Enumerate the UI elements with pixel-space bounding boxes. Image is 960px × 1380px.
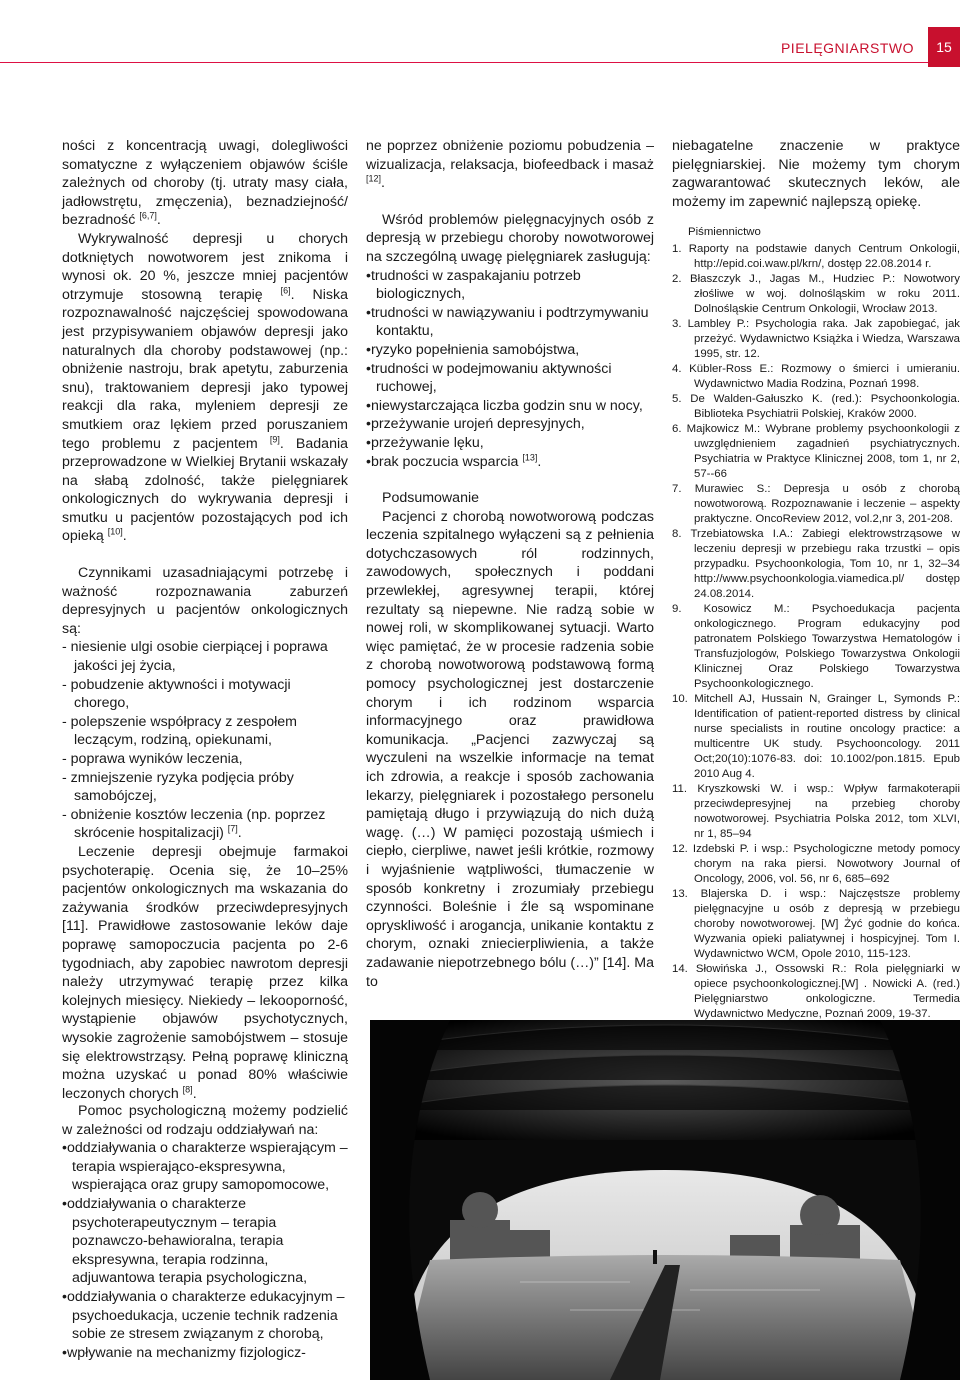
list-item: - pobudzenie aktywności i motywacji chorego,: [62, 676, 291, 712]
paragraph: niebagatelne znaczenie w praktyce pielęgniarskiej. Nie możemy tym chorym zagwarantować skutecznych leków, ale możemy im zapewnić najlepszą opiekę.: [672, 138, 960, 210]
list-item: • oddziaływania o charakterze edukacyjnym – psychoedukacja, uczenie technik radzenia sobie ze stresem związanym z chorobą,: [62, 1288, 348, 1344]
list-item: • oddziaływania o charakterze psychoterapeutycznym – terapia poznawczo-behawioralna, terapia ekspresywna, terapia rodzinna, adjuwantowa terapia psychologiczna,: [62, 1195, 348, 1288]
reference-item: 5. De Walden-Gałuszko K. (red.): Psychoonkologia. Biblioteka Psychiatrii Polskiej, Kraków 2000.: [672, 393, 960, 421]
reference-item: 3. Lambley P.: Psychologia raka. Jak zapobiegać, jak przeżyć. Wydawnictwo Książka i Wiedza, Warszawa 1995, str. 12.: [672, 318, 960, 361]
list-item: • wpływanie na mechanizmy fizjologicz-: [62, 1344, 348, 1363]
paragraph: Pomoc psychologiczną możemy podzielić w zależności od rodzaju oddziaływań na:: [62, 1103, 348, 1138]
list-item: • przeżywanie urojeń depresyjnych,: [366, 415, 654, 434]
list-item: • oddziaływania o charakterze wspierającym – terapia wspierająco-ekspresywna, wspierająca oraz grupy samopomocowe,: [62, 1139, 348, 1195]
list-item: • trudności w podejmowaniu aktywności ruchowej,: [366, 360, 654, 397]
help-types-list: [62, 1139, 348, 1362]
reference-item: 11. Kryszkowski W. i wsp.: Wpływ farmakoterapii przeciwdepresyjnej na przebieg choroby nowotworowej. Psychiatria Polska 2012, tom XLVI, nr 1, 85–94: [672, 783, 960, 841]
reference-item: 8. Trzebiatowska I.A.: Zabiegi elektrowstrząsowe w leczeniu depresji w przebiegu raka trzustki – opis przypadku. Psychoonkologia, Tom 10, nr 1, 32–34 http://www.psychoonkologia.viamedica.pl/ dostęp 24.08.2014.: [672, 528, 960, 601]
list-item: • niewystarczająca liczba godzin snu w nocy,: [366, 397, 654, 416]
paragraph: Czynnikami uzasadniającymi potrzebę i ważność rozpoznawania zaburzeń depresyjnych u pacjentów onkologicznych są:: [62, 565, 348, 637]
reference-item: 9. Kosowicz M.: Psychoedukacja pacjenta onkologicznego. Program edukacyjny pod patronatem Polskiego Towarzystwa Hematologów i Transfuzjologów, Polskiego Towarzystwa Onkologii Klinicznej Oraz Polskiego Towarzystwa Psychoonkologicznego.: [672, 603, 960, 691]
reference-item: 4. Kübler-Ross E.: Rozmowy o śmierci i umieraniu. Wydawnictwo Madia Rodzina, Poznań 1998.: [672, 363, 960, 391]
bridge-photo: [370, 1020, 960, 1380]
paragraph: Leczenie depresji obejmuje farmakoi psychoterapię. Ocenia się, że 10–25% pacjentów onkologicznych ma wskazania do zażywania środków przeciwdepresyjnych [11]. Prawidłowe zastosowanie leków daje poprawę samopoczucia pacjenta po 2-6 tygodniach, aby zapobiec nawrotom depresji należy utrzymywać terapię przez kilka kolejnych miesięcy. Niekiedy – lekooporność, wystąpienie objawów psychotycznych, wysokie zagrożenie samobójstwem – stosuje się elektrowstrząsy. Pełną poprawę kliniczną można uzyskać u ponad 80% właściwie leczonych chorych [8].: [62, 843, 348, 1102]
references-heading: Piśmiennictwo: [688, 226, 761, 239]
reference-item: 14. Słowińska J., Ossowski R.: Rola pielęgniarki w opiece psychoonkologicznej.[W] . Nowicki A. (red.) Pielęgniarstwo onkologiczne. Termedia Wydawnictwo Medyczne, Poznań 2009, 19-37.: [672, 963, 960, 1021]
paragraph: ne poprzez obniżenie poziomu pobudzenia – wizualizacja, relaksacja, biofeedback i masaż [12].: [366, 138, 654, 192]
reference-item: 13. Blajerska D. i wsp.: Najczęstsze problemy pielęgnacyjne u osób z depresją w przebiegu choroby nowotworowej. [W] Żyć godnie do końca. Wyzwania opieki paliatywnej i hospicyjnej. Tom I. Wydawnictwo WCM, Opole 2010, 115-123.: [672, 888, 960, 961]
page-number: 15: [928, 27, 960, 67]
reference-item: 10. Mitchell AJ, Hussain N, Grainger L, Symonds P.: Identification of patient-reported distress by clinical nurse specialists in routine oncology practice: a multicentre UK study. Psychooncology. 2011 Oct;20(10):1076-83. doi: 10.1002/pon.1815. Epub 2010 Aug 4.: [672, 693, 960, 781]
reference-item: 12. Izdebski P. i wsp.: Psychologiczne metody pomocy chorym na raka piersi. Nowotwory Journal of Oncology, 2006, vol. 56, nr 6, 685–692: [672, 843, 960, 886]
list-item: • przeżywanie lęku,: [366, 434, 654, 453]
list-item: • brak poczucia wsparcia [13].: [366, 453, 654, 472]
paragraph: Pacjenci z chorobą nowotworową podczas leczenia szpitalnego wyłączeni są z pełnienia dotychczasowych ról rodzinnych, zawodowych, społecznych i poddani przewlekłej, agresywnej terapii, której rezultaty są niepewne. Nie radzą sobie w nowej roli, w skomplikowanej sytuacji. Warto więc pamiętać, że w procesie radzenia sobie z chorobą nowotworową podstawową formą pomocy psychologicznej jest dostarczenie chorym i ich rodzinom wsparcia informacyjnego oraz prawidłowa komunikacja. „Pacjenci zazwyczaj są wyczuleni na wszelkie informacje na temat ich zdrowia, a reakcje i sposób zachowania lekarzy, pielęgniarek i pozostałego personelu pamiętają długo i przywiązują do nich dużą wagę. (…) W pamięci pozostają uśmiech i ciepło, cierpliwe, nawet jeśli krótkie, rozmowy i wyjaśnienie wątpliwości, tłumaczenie w sposób konkretny i zrozumiały przebiegu czynności. Boleśnie i źle są wspominane opryskliwość i arogancja, unikanie kontaktu z chorym, oznaki zniecierpliwienia, a także zadawanie niepotrzebnego bólu (…)” [14]. Ma to: [366, 508, 654, 990]
column-1-bottom: [62, 1102, 348, 1362]
list-item: - polepszenie współpracy z zespołem leczącym, rodziną, opiekunami,: [62, 713, 297, 749]
list-item: - zmniejszenie ryzyka podjęcia próby samobójczej,: [62, 769, 294, 805]
reference-item: 1. Raporty na podstawie danych Centrum Onkologii, http://epid.coi.waw.pl/krn/, dostęp 22.08.2014 r.: [672, 243, 960, 271]
problems-list: [366, 267, 654, 472]
column-2: [366, 137, 654, 991]
section-title: PIELĘGNIARSTWO: [780, 40, 914, 56]
section-heading: Podsumowanie: [382, 490, 480, 507]
reference-item: 2. Błaszczyk J., Jagas M., Hudziec P.: Nowotwory złośliwe w woj. dolnośląskim w roku 2011. Dolnośląskie Centrum Onkologii, Wrocław 2013.: [672, 273, 960, 316]
column-1: [62, 137, 348, 1103]
list-item: • trudności w nawiązywaniu i podtrzymywaniu kontaktu,: [366, 304, 654, 341]
paragraph: ności z koncentracją uwagi, dolegliwości somatyczne z wyłączeniem objawów ściśle zależnych od choroby (tj. utraty masy ciała, jadłowstrętu, zmęczenia), beznadziejność/ bezradność [6,7].: [62, 138, 348, 229]
list-item: - poprawa wyników leczenia,: [62, 751, 243, 767]
list-item: • trudności w zaspakajaniu potrzeb biologicznych,: [366, 267, 654, 304]
factor-list: [62, 638, 348, 843]
list-item: - niesienie ulgi osobie cierpiącej i poprawa jakości jej życia,: [62, 639, 328, 675]
reference-item: 6. Majkowicz M.: Wybrane problemy psychoonkologii z uwzględnieniem zagadnień psychiatrycznych. Psychiatria w Praktyce Klinicznej 2008, tom 1, nr 2, 57--66: [672, 423, 960, 481]
paragraph: Wykrywalność depresji u chorych dotkniętych nowotworem jest znikoma i wynosi ok. 20 %, jeszcze mniej pacjentów otrzymuje stosowną terapię [6]. Niska rozpoznawalność najczęściej spowodowana jest przypisywaniem objawów depresji jako naturalnych dla choroby podstawowej (np.: obniżenie nastroju, brak apetytu, zaburzenia snu), traktowaniem depresji jako typowej reakcji dla raka, myleniem depresji ze smutkiem oraz lękiem przed poruszaniem tego problemu z pacjentem [9]. Badania przeprowadzone w Wielkiej Brytanii wskazały na słabą zdolność, także pielęgniarek onkologicznych do wykrywania depresji i smutku u pacjentów pozostających pod ich opieką [10].: [62, 230, 348, 545]
references: [672, 225, 960, 1022]
reference-item: 7. Murawiec S.: Depresja u osób z chorobą nowotworową. Rozpoznawanie i leczenie – aspekty praktyczne. OncoReview 2012, vol.2,nr 3, 201-208.: [672, 483, 960, 526]
list-item: • ryzyko popełnienia samobójstwa,: [366, 341, 654, 360]
list-item: - obniżenie kosztów leczenia (np. poprzez skrócenie hospitalizacji) [7].: [62, 806, 326, 842]
references-list: [672, 242, 960, 1022]
paragraph: Wśród problemów pielęgnacyjnych osób z depresją w przebiegu choroby nowotworowej na szczególną uwagę pielęgniarek zasługują:: [366, 211, 654, 265]
header-rule: [0, 62, 960, 63]
column-3: [672, 137, 960, 1022]
